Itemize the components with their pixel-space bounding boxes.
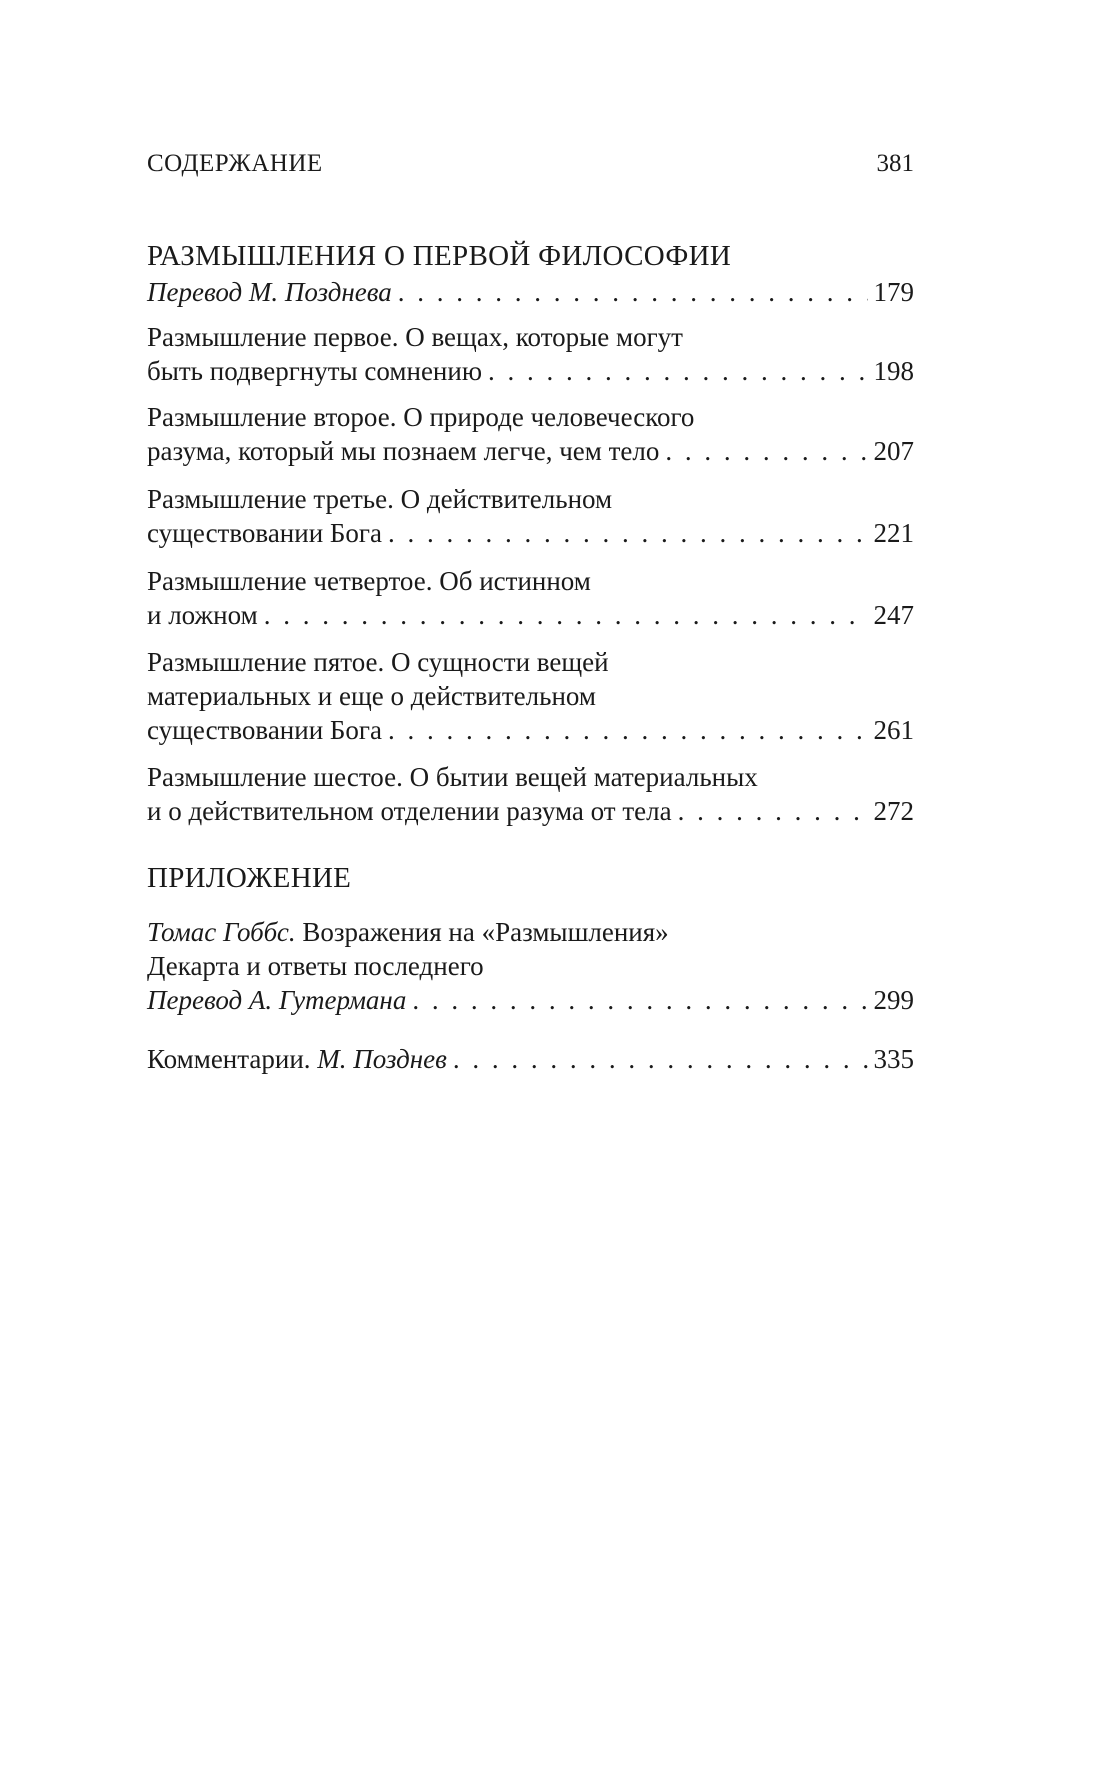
dot-leader — [412, 983, 867, 1017]
toc-entry[interactable] — [147, 1042, 914, 1076]
entry-line: существовании Бога — [147, 518, 382, 548]
entry-line: Размышление пятое. О сущности вещей — [147, 647, 609, 677]
entry-page: 272 — [873, 796, 914, 826]
toc-entry[interactable] — [147, 320, 914, 388]
toc-entry[interactable] — [147, 915, 914, 1017]
dot-leader — [665, 434, 867, 468]
entry-translator: Перевод А. Гутермана — [147, 985, 407, 1015]
toc-page — [147, 0, 914, 1777]
entry-translator: Перевод М. Позднева — [147, 277, 392, 307]
page-number: 381 — [876, 150, 914, 177]
dot-leader — [388, 713, 868, 747]
toc-entry[interactable] — [147, 400, 914, 468]
dot-leader — [388, 516, 868, 550]
entry-title: Комментарии. — [147, 1044, 318, 1074]
entry-line — [147, 915, 914, 949]
entry-page: 198 — [873, 356, 914, 386]
entry-line: и ложном — [147, 600, 258, 630]
entry-line: материальных и еще о действительном — [147, 681, 596, 711]
section-title: ПРИЛОЖЕНИЕ — [147, 862, 352, 894]
entry-page: 299 — [873, 985, 914, 1015]
entry-line: разума, который мы познаем легче, чем тело — [147, 436, 660, 466]
entry-line: Размышление третье. О действительном — [147, 484, 613, 514]
entry-page: 179 — [873, 277, 914, 307]
dot-leader — [264, 598, 868, 632]
toc-entry[interactable] — [147, 564, 914, 632]
entry-line: Размышление первое. О вещах, которые могут — [147, 322, 683, 352]
entry-title: Возражения на «Размышления» — [295, 917, 669, 947]
entry-line: Размышление четвертое. Об истинном — [147, 566, 591, 596]
entry-line: существовании Бога — [147, 715, 382, 745]
entry-line: Размышление шестое. О бытии вещей материальных — [147, 762, 758, 792]
entry-author: Томас Гоббс. — [147, 917, 296, 947]
entry-page: 247 — [873, 600, 914, 630]
entry-page: 335 — [873, 1044, 914, 1074]
dot-leader — [488, 354, 868, 388]
entry-page: 261 — [873, 715, 914, 745]
dot-leader — [678, 794, 868, 828]
dot-leader — [398, 275, 868, 309]
toc-entry[interactable] — [147, 482, 914, 550]
section-title: РАЗМЫШЛЕНИЯ О ПЕРВОЙ ФИЛОСОФИИ — [147, 240, 732, 272]
dot-leader — [453, 1042, 868, 1076]
entry-line: Размышление второе. О природе человеческого — [147, 402, 695, 432]
running-head — [147, 148, 914, 180]
entry-line: и о действительном отделении разума от тела — [147, 796, 672, 826]
toc-entry[interactable] — [147, 645, 914, 747]
toc-entry[interactable] — [147, 760, 914, 828]
entry-author: М. Позднев — [317, 1044, 447, 1074]
entry-line: Декарта и ответы последнего — [147, 951, 484, 981]
running-title: СОДЕРЖАНИЕ — [147, 150, 323, 177]
toc-entry[interactable] — [147, 275, 914, 309]
entry-page: 221 — [873, 518, 914, 548]
entry-page: 207 — [873, 436, 914, 466]
entry-line: быть подвергнуты сомнению — [147, 356, 482, 386]
